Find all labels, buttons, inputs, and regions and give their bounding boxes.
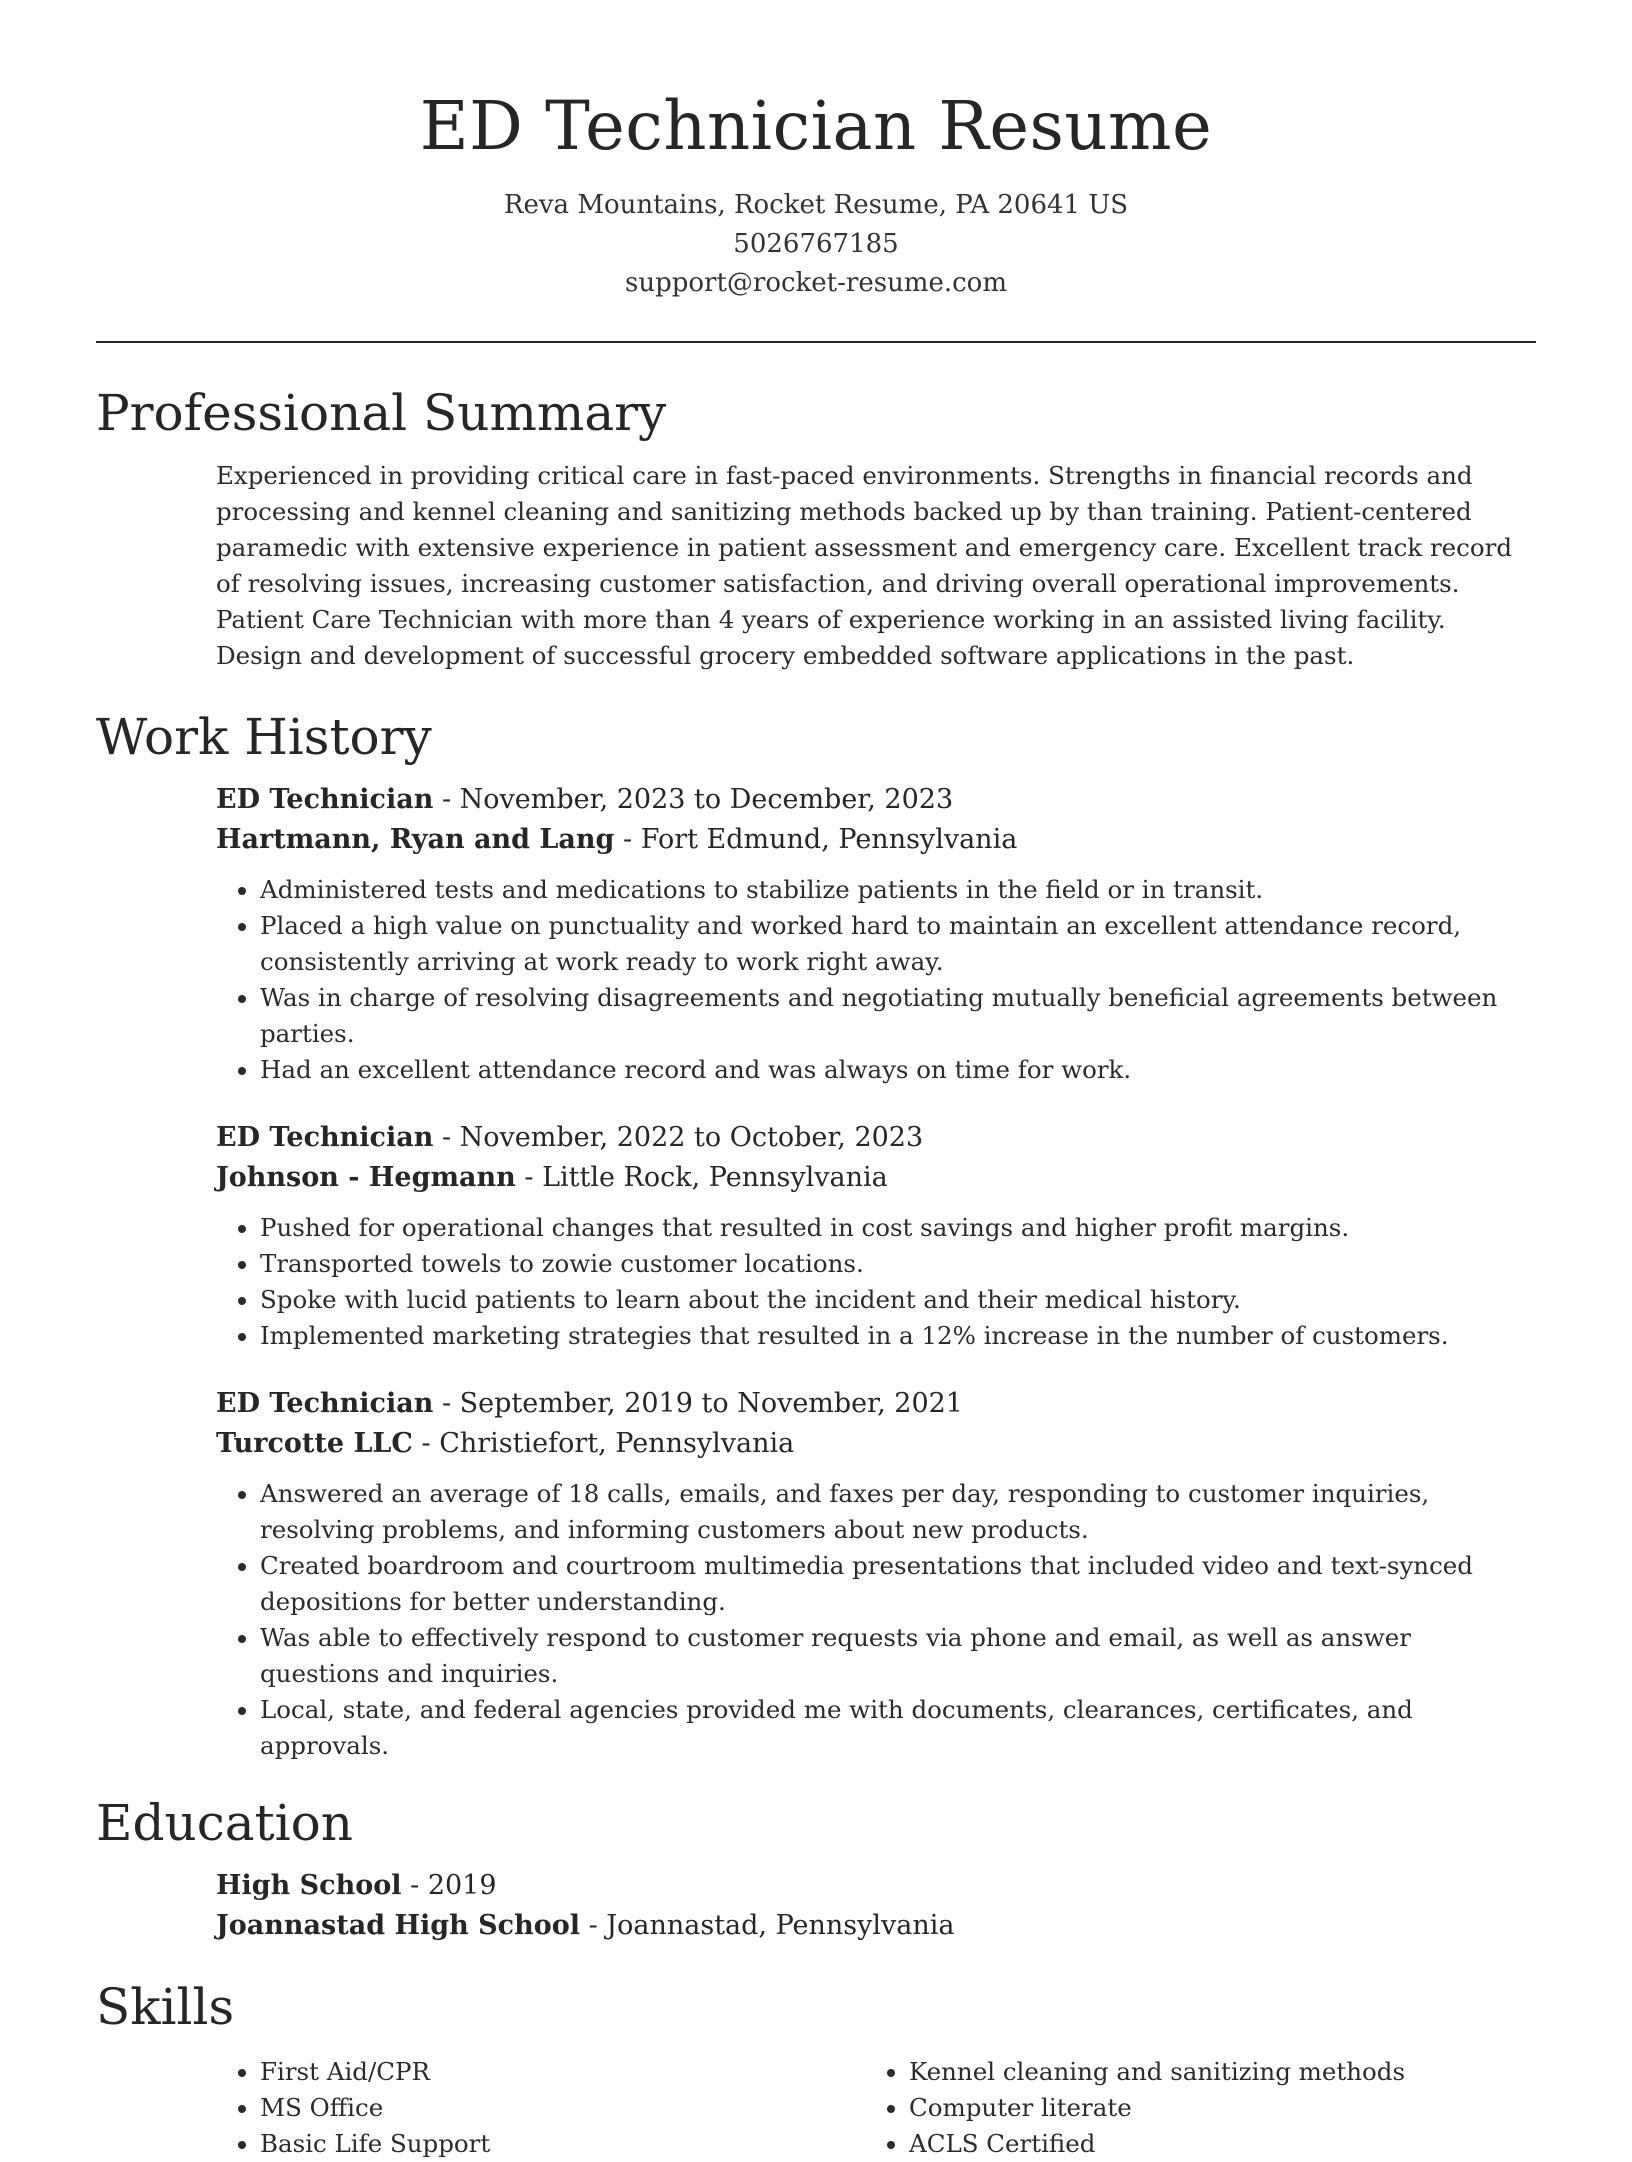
job-bullets bbox=[216, 872, 1536, 1088]
skill-item: • Basic Life Support bbox=[260, 2126, 865, 2162]
job-bullet: • Created boardroom and courtroom multimedia presentations that included video and text-synced depositions for better understanding. bbox=[260, 1548, 1536, 1620]
job-entry bbox=[216, 780, 1536, 1088]
job-entry bbox=[216, 1384, 1536, 1764]
section-title-work-history: Work History bbox=[96, 708, 432, 766]
education-school-line bbox=[216, 1906, 1536, 1946]
skills-list bbox=[216, 2046, 1536, 2162]
job-bullet: • Had an excellent attendance record and was always on time for work. bbox=[260, 1052, 1536, 1088]
education-degree: High School bbox=[216, 1870, 402, 1901]
job-location: - Fort Edmund, Pennsylvania bbox=[614, 824, 1018, 855]
skills-column-right bbox=[865, 2054, 1514, 2162]
job-bullet: • Pushed for operational changes that resulted in cost savings and higher profit margins. bbox=[260, 1210, 1536, 1246]
job-dates: - November, 2023 to December, 2023 bbox=[433, 784, 954, 815]
job-bullet: • Administered tests and medications to stabilize patients in the field or in transit. bbox=[260, 872, 1536, 908]
resume-title: ED Technician Resume bbox=[419, 87, 1213, 165]
education-location: - Joannastad, Pennsylvania bbox=[580, 1910, 955, 1941]
education-entry bbox=[216, 1866, 1536, 1946]
phone: 5026767185 bbox=[733, 229, 899, 259]
job-dates: - November, 2022 to October, 2023 bbox=[433, 1122, 924, 1153]
job-role: ED Technician bbox=[216, 784, 434, 815]
job-bullet: • Answered an average of 18 calls, emails, and faxes per day, responding to customer inquiries, resolving problems, and informing customers about new products. bbox=[260, 1476, 1536, 1548]
job-company: Turcotte LLC bbox=[216, 1428, 413, 1459]
section-title-skills: Skills bbox=[96, 1978, 235, 2036]
job-bullet: • Transported towels to zowie customer locations. bbox=[260, 1246, 1536, 1282]
job-bullet: • Local, state, and federal agencies provided me with documents, clearances, certificates, and approvals. bbox=[260, 1692, 1536, 1764]
skill-item: • Computer literate bbox=[909, 2090, 1514, 2126]
job-company-line bbox=[216, 1158, 1536, 1198]
education-school: Joannastad High School bbox=[216, 1910, 580, 1941]
job-bullet: • Spoke with lucid patients to learn about the incident and their medical history. bbox=[260, 1282, 1536, 1318]
job-bullets bbox=[216, 1476, 1536, 1764]
skill-item: • MS Office bbox=[260, 2090, 865, 2126]
job-location: - Christiefort, Pennsylvania bbox=[412, 1428, 795, 1459]
skill-item: • First Aid/CPR bbox=[260, 2054, 865, 2090]
job-dates: - September, 2019 to November, 2021 bbox=[433, 1388, 963, 1419]
job-title-line bbox=[216, 1118, 1536, 1158]
job-title-line bbox=[216, 780, 1536, 820]
skill-item: • Kennel cleaning and sanitizing methods bbox=[909, 2054, 1514, 2090]
job-bullet: • Implemented marketing strategies that resulted in a 12% increase in the number of customers. bbox=[260, 1318, 1536, 1354]
job-entry bbox=[216, 1118, 1536, 1354]
job-bullets bbox=[216, 1210, 1536, 1354]
job-company: Johnson - Hegmann bbox=[216, 1162, 516, 1193]
section-title-summary: Professional Summary bbox=[96, 384, 667, 442]
email: support@rocket-resume.com bbox=[624, 268, 1007, 298]
job-bullet: • Placed a high value on punctuality and worked hard to maintain an excellent attendance record, consistently arriving at work ready to work right away. bbox=[260, 908, 1536, 980]
job-location: - Little Rock, Pennsylvania bbox=[515, 1162, 888, 1193]
job-company-line bbox=[216, 820, 1536, 860]
job-role: ED Technician bbox=[216, 1388, 434, 1419]
resume-header bbox=[0, 0, 1632, 303]
job-bullet: • Was able to effectively respond to customer requests via phone and email, as well as answer questions and inquiries. bbox=[260, 1620, 1536, 1692]
job-role: ED Technician bbox=[216, 1122, 434, 1153]
summary-text: Experienced in providing critical care in fast-paced environments. Strengths in financial records and processing and kennel cleaning and sanitizing methods backed up by than training. Patient-centered paramedic with extensive experience in patient assessment and emergency care. Excellent track record of resolving issues, increasing customer satisfaction, and driving overall operational improvements. Patient Care Technician with more than 4 years of experience working in an assisted living facility. Design and development of successful grocery embedded software applications in the past. bbox=[216, 461, 1513, 670]
job-bullet: • Was in charge of resolving disagreements and negotiating mutually beneficial agreements between parties. bbox=[260, 980, 1536, 1052]
job-company: Hartmann, Ryan and Lang bbox=[216, 824, 615, 855]
contact-block bbox=[0, 186, 1632, 303]
skill-item: • ACLS Certified bbox=[909, 2126, 1514, 2162]
education-year: - 2019 bbox=[401, 1870, 497, 1901]
job-title-line bbox=[216, 1384, 1536, 1424]
header-divider bbox=[96, 341, 1536, 343]
section-title-education: Education bbox=[96, 1794, 353, 1852]
job-company-line bbox=[216, 1424, 1536, 1464]
address: Reva Mountains, Rocket Resume, PA 20641 US bbox=[503, 190, 1129, 220]
resume-body bbox=[96, 374, 1536, 2162]
skills-column-left bbox=[216, 2054, 865, 2162]
education-degree-line bbox=[216, 1866, 1536, 1906]
